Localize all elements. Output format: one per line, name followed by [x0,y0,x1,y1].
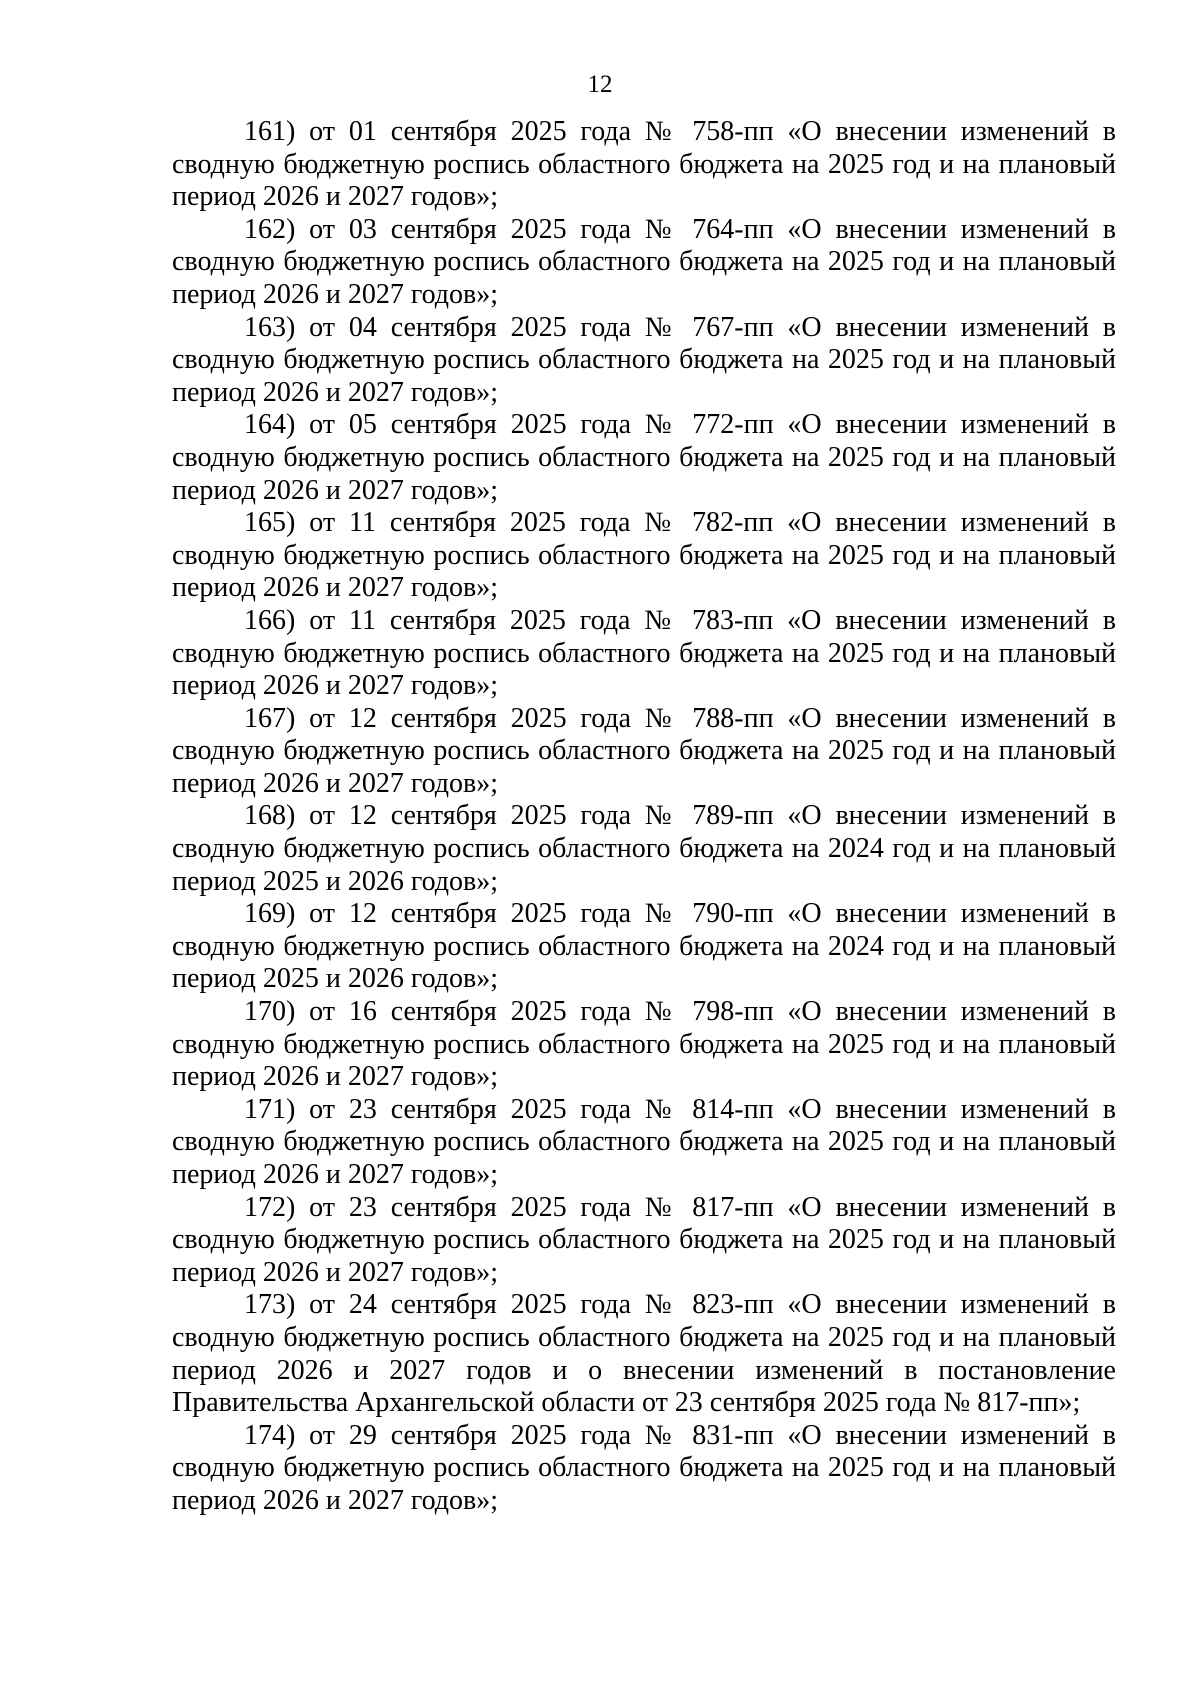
list-item: 173) от 24 сентября 2025 года № 823-пп «О внесении изменений в сводную бюджетную роспись областного бюджета на 2025 год и на плановый период 2026 и 2027 годов и о внесении изменений в постановление Правительства Архангельской области от 23 сентября 2025 года № 817-пп»; [172,1289,1116,1419]
list-item: 174) от 29 сентября 2025 года № 831-пп «О внесении изменений в сводную бюджетную роспись областного бюджета на 2025 год и на плановый период 2026 и 2027 годов»; [172,1419,1116,1516]
list-item: 168) от 12 сентября 2025 года № 789-пп «О внесении изменений в сводную бюджетную роспись областного бюджета на 2024 год и на плановый период 2025 и 2026 годов»; [172,800,1116,897]
list-item: 172) от 23 сентября 2025 года № 817-пп «О внесении изменений в сводную бюджетную роспись областного бюджета на 2025 год и на плановый период 2026 и 2027 годов»; [172,1191,1116,1288]
list-item: 162) от 03 сентября 2025 года № 764-пп «О внесении изменений в сводную бюджетную роспись областного бюджета на 2025 год и на плановый период 2026 и 2027 годов»; [172,213,1116,310]
page-number: 12 [587,71,613,98]
list-item: 171) от 23 сентября 2025 года № 814-пп «О внесении изменений в сводную бюджетную роспись областного бюджета на 2025 год и на плановый период 2026 и 2027 годов»; [172,1093,1116,1190]
list-item: 167) от 12 сентября 2025 года № 788-пп «О внесении изменений в сводную бюджетную роспись областного бюджета на 2025 год и на плановый период 2026 и 2027 годов»; [172,702,1116,799]
list-item: 166) от 11 сентября 2025 года № 783-пп «О внесении изменений в сводную бюджетную роспись областного бюджета на 2025 год и на плановый период 2026 и 2027 годов»; [172,604,1116,702]
list-item: 161) от 01 сентября 2025 года № 758-пп «О внесении изменений в сводную бюджетную роспись областного бюджета на 2025 год и на плановый период 2026 и 2027 годов»; [172,116,1116,213]
list-item: 169) от 12 сентября 2025 года № 790-пп «О внесении изменений в сводную бюджетную роспись областного бюджета на 2024 год и на плановый период 2025 и 2026 годов»; [172,898,1116,995]
list-item: 163) от 04 сентября 2025 года № 767-пп «О внесении изменений в сводную бюджетную роспись областного бюджета на 2025 год и на плановый период 2026 и 2027 годов»; [172,311,1116,408]
list-item: 165) от 11 сентября 2025 года № 782-пп «О внесении изменений в сводную бюджетную роспись областного бюджета на 2025 год и на плановый период 2026 и 2027 годов»; [172,507,1116,604]
list-item: 164) от 05 сентября 2025 года № 772-пп «О внесении изменений в сводную бюджетную роспись областного бюджета на 2025 год и на плановый период 2026 и 2027 годов»; [172,409,1116,506]
document-body [172,116,1116,1518]
list-item: 170) от 16 сентября 2025 года № 798-пп «О внесении изменений в сводную бюджетную роспись областного бюджета на 2025 год и на плановый период 2026 и 2027 годов»; [172,996,1116,1093]
